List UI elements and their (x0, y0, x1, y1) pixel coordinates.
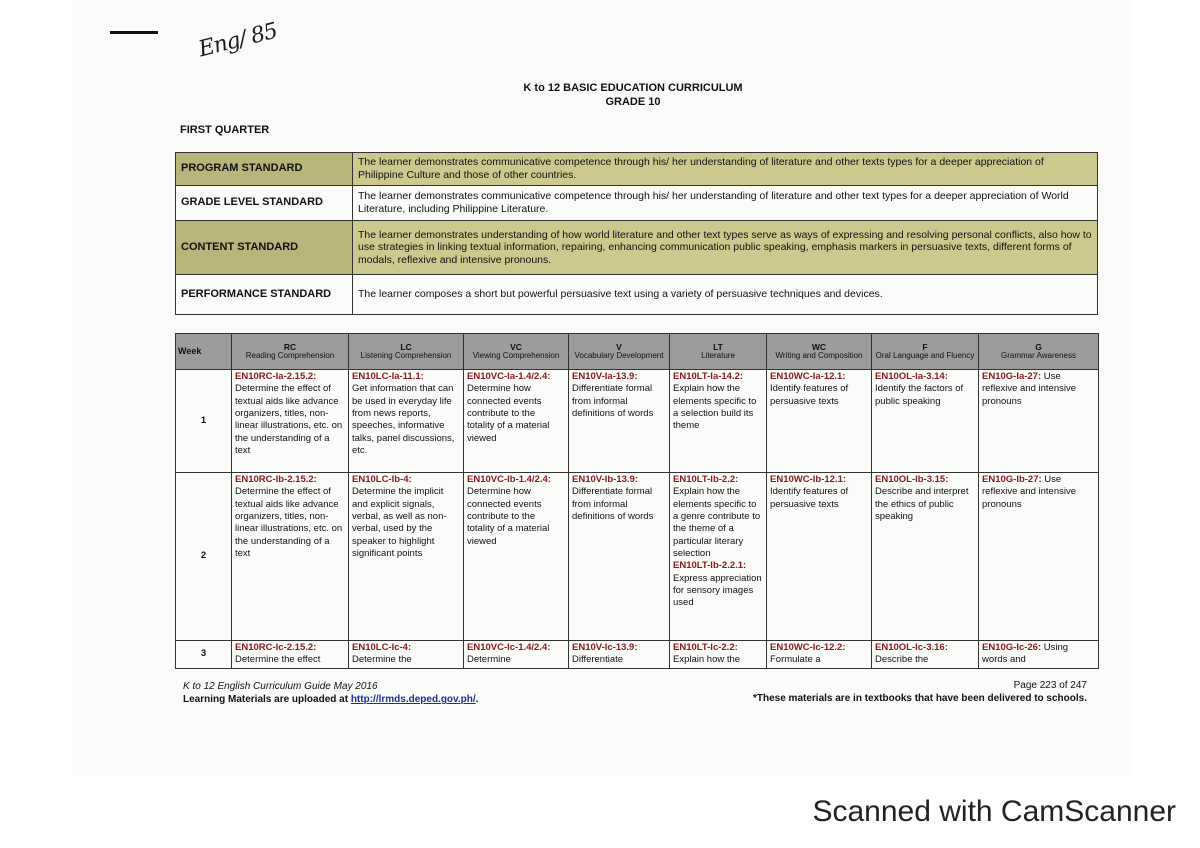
competency-cell (569, 473, 670, 641)
standards-table (175, 152, 1098, 315)
competency-text: Differentiate formal from informal definitions of words (572, 383, 654, 420)
competency-text: Explain how the (673, 654, 741, 666)
document-subtitle: GRADE 10 (605, 96, 661, 108)
quarter-heading: FIRST QUARTER (180, 124, 270, 136)
competency-text: Use reflexive and intensive pronouns (982, 371, 1076, 407)
competency-code: EN10LT-Ib-2.2: (673, 474, 739, 485)
document-title: K to 12 BASIC EDUCATION CURRICULUM (523, 82, 743, 94)
materials-label: Learning Materials are uploaded at (183, 694, 349, 705)
competency-text: Get information that can be used in everyday life from news reports, speeches, informative talks, panel discussions, etc. (352, 383, 455, 457)
materials-period: . (475, 694, 479, 705)
column-code: LC (400, 341, 412, 352)
competency-cell (349, 641, 464, 669)
competency-code: EN10RC-Ib-2.15.2: (235, 474, 317, 485)
competency-code: EN10LT-Ib-2.2.1: (673, 560, 747, 572)
column-header-lc (349, 334, 464, 370)
textbook-note: *These materials are in textbooks that have been delivered to schools. (752, 693, 1087, 704)
week-number: 2 (176, 473, 232, 641)
competency-text: Identify features of persuasive texts (770, 486, 849, 510)
column-code: VC (510, 341, 522, 352)
competency-code: EN10LC-Ia-11.1: (352, 371, 424, 382)
competency-text: Determine the effect (235, 654, 321, 666)
standard-label: CONTENT STANDARD (176, 221, 353, 275)
competency-cell (670, 473, 767, 641)
competency-cell (979, 641, 1099, 669)
competency-text: Identify features of persuasive texts (770, 383, 849, 407)
competency-text: Describe the (875, 654, 929, 666)
standard-row (176, 221, 1098, 275)
competency-text: Use reflexive and intensive pronouns (982, 474, 1076, 510)
competency-code: EN10LT-Ia-14.2: (673, 371, 744, 382)
column-name: Vocabulary Development (574, 350, 664, 360)
competency-text: Identify the factors of public speaking (875, 383, 964, 407)
competency-cell (349, 370, 464, 473)
competency-text: Determine how connected events contribute to the totality of a material viewed (467, 486, 550, 547)
competency-code: EN10LC-Ib-4: (352, 474, 412, 485)
competency-cell (349, 473, 464, 641)
competency-code: EN10OL-Ic-3.16: (875, 642, 948, 653)
competency-text: Using words and (982, 642, 1069, 666)
competency-code: EN10LC-Ic-4: (352, 642, 412, 653)
standard-text: The learner composes a short but powerful persuasive text using a variety of persuasive techniques and devices. (353, 275, 1098, 315)
handwritten-note: Eng/ 85 (196, 18, 280, 63)
competency-cell (464, 370, 569, 473)
page-number: Page 223 of 247 (1013, 680, 1087, 691)
competency-cell (979, 370, 1099, 473)
pen-dash-mark (110, 31, 158, 34)
competency-code: EN10OL-Ia-3.14: (875, 371, 948, 382)
guide-footer: K to 12 English Curriculum Guide May 2016 (183, 681, 378, 692)
competency-cell (670, 370, 767, 473)
competency-cell (872, 370, 979, 473)
column-name: Grammar Awareness (1001, 350, 1076, 360)
standard-row (176, 275, 1098, 315)
column-header-f (872, 334, 979, 370)
competency-cell (767, 641, 872, 669)
column-name: Reading Comprehension (245, 350, 335, 360)
table-row (176, 641, 1099, 669)
column-header-wc (767, 334, 872, 370)
competency-text: Differentiate (572, 654, 624, 666)
competency-text: Explain how the elements specific to a selection build its theme (673, 383, 757, 432)
competency-text: Determine the effect of textual aids like advance organizers, titles, non-linear illustrations, etc. on the understanding of a text (235, 486, 343, 560)
competency-cell (232, 370, 349, 473)
standard-text: The learner demonstrates communicative competence through his/ her understanding of literature and other text types for a deeper appreciation of World Literature, including Philippine Literature. (353, 186, 1098, 221)
standard-row (176, 186, 1098, 221)
column-header-rc (232, 334, 349, 370)
standard-label: GRADE LEVEL STANDARD (176, 186, 353, 221)
competency-text: Determine the implicit and explicit signals, verbal, as well as non-verbal, used by the speaker to highlight significant points (352, 486, 447, 560)
table-row (176, 370, 1099, 473)
column-name: Viewing Comprehension (472, 350, 560, 360)
competency-text: Determine (467, 654, 511, 666)
standard-label: PROGRAM STANDARD (176, 153, 353, 186)
competency-code: EN10V-Ia-13.9: (572, 371, 638, 382)
header-row (176, 334, 1099, 370)
competency-code: EN10V-Ib-13.9: (572, 474, 638, 485)
column-name: Writing and Composition (775, 350, 863, 360)
competency-cell (767, 473, 872, 641)
week-header: Week (176, 334, 232, 370)
column-code: WC (811, 341, 827, 352)
standard-row (176, 153, 1098, 186)
standard-text: The learner demonstrates communicative competence through his/ her understanding of literature and other texts types for a deeper appreciation of Philippine Culture and those of other countries. (353, 153, 1098, 186)
column-header-g (979, 334, 1099, 370)
competency-cell (670, 641, 767, 669)
competency-cell (979, 473, 1099, 641)
competency-cell (569, 370, 670, 473)
competency-cell (872, 641, 979, 669)
competency-cell (464, 641, 569, 669)
week-number: 1 (176, 370, 232, 473)
competency-text: Determine the effect of textual aids like advance organizers, titles, non-linear illustrations, etc. on the understanding of a text (235, 383, 343, 457)
standard-text: The learner demonstrates understanding of how world literature and other text types serve as ways of expressing and resolving personal conflicts, also how to use strategies in linking textual information, repairing, enhancing communication public speaking, emphasis markers in persuasive texts, different forms of modals, reflexive and intensive pronouns. (353, 221, 1098, 275)
competency-code: EN10WC-Ia-12.1: (770, 371, 846, 382)
competency-code: EN10G-Ib-27: (982, 474, 1042, 485)
competency-cell (767, 370, 872, 473)
materials-footer (183, 694, 478, 705)
column-header-v (569, 334, 670, 370)
standard-label: PERFORMANCE STANDARD (176, 275, 353, 315)
competency-code: EN10VC-Ib-1.4/2.4: (467, 474, 551, 485)
competency-code: EN10OL-Ib-3.15: (875, 474, 949, 485)
competency-cell (872, 473, 979, 641)
competency-code: EN10V-Ic-13.9: (572, 642, 638, 653)
competency-table (175, 333, 1099, 669)
competency-code: EN10RC-Ia-2.15.2: (235, 371, 317, 382)
competency-cell (232, 473, 349, 641)
competency-cell (232, 641, 349, 669)
competency-text: Express appreciation for sensory images used (673, 572, 762, 609)
competency-text: Determine how connected events contribute to the totality of a material viewed (467, 383, 550, 444)
column-header-lt (670, 334, 767, 370)
competency-cell (569, 641, 670, 669)
competency-text: Explain how the elements specific to a genre contribute to the theme of a particular literary selection (673, 486, 761, 560)
competency-code: EN10G-Ic-26: (982, 642, 1042, 653)
competency-code: EN10WC-Ib-12.1: (770, 474, 847, 485)
competency-text: Determine the (352, 654, 412, 666)
column-header-vc (464, 334, 569, 370)
column-name: Oral Language and Fluency (875, 350, 975, 360)
materials-link[interactable]: http://lrmds.deped.gov.ph/ (350, 694, 476, 705)
competency-text: Describe and interpret the ethics of public speaking (875, 486, 969, 523)
competency-code: EN10RC-Ic-2.15.2: (235, 642, 317, 653)
competency-code: EN10VC-Ia-1.4/2.4: (467, 371, 551, 382)
column-code: RC (283, 341, 297, 352)
column-code: V (616, 341, 622, 352)
competency-code: EN10LT-Ic-2.2: (673, 642, 738, 653)
competency-text: Formulate a (770, 654, 821, 666)
column-name: Listening Comprehension (360, 350, 452, 360)
competency-cell (464, 473, 569, 641)
competency-code: EN10VC-Ic-1.4/2.4: (467, 642, 551, 653)
table-row (176, 473, 1099, 641)
column-code: G (1035, 341, 1042, 352)
column-code: F (922, 341, 928, 352)
camscanner-watermark: Scanned with CamScanner (812, 795, 1176, 828)
column-name: Literature (701, 350, 735, 360)
week-number: 3 (176, 641, 232, 669)
competency-code: EN10G-Ia-27: (982, 371, 1042, 382)
competency-code: EN10WC-Ic-12.2: (770, 642, 846, 653)
competency-text: Differentiate formal from informal definitions of words (572, 486, 654, 523)
column-code: LT (713, 341, 723, 352)
